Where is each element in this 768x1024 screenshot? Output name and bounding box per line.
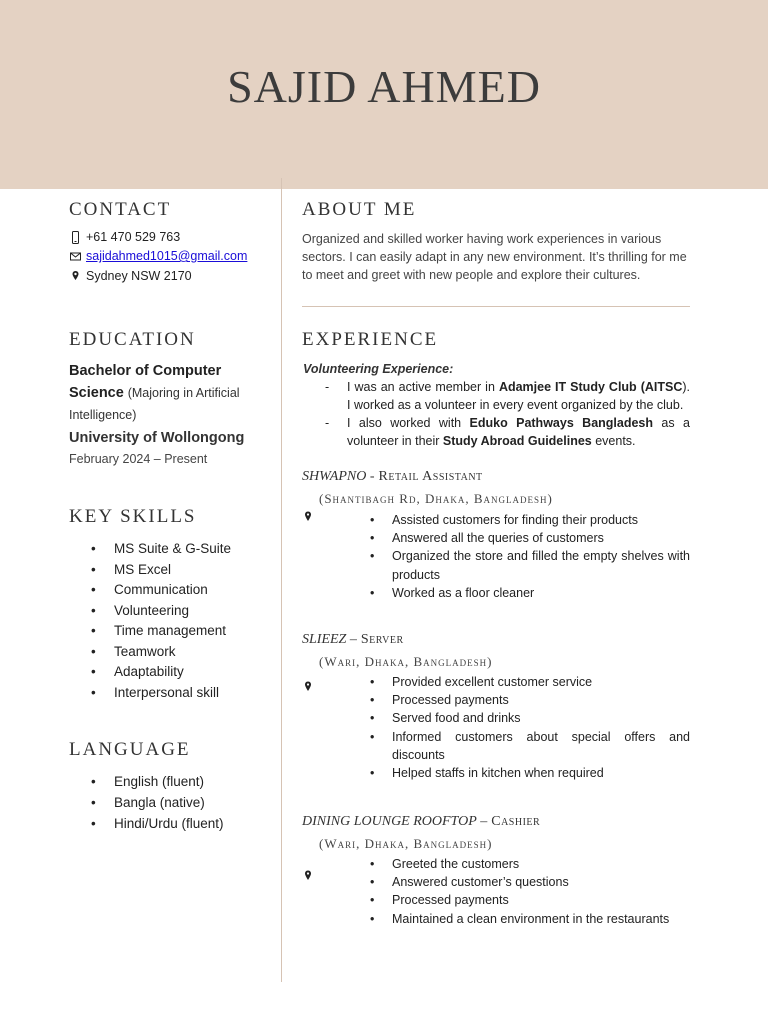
volunteering-title: Volunteering Experience: xyxy=(303,362,454,376)
skills-heading: KEY SKILLS xyxy=(69,506,197,527)
language-heading: LANGUAGE xyxy=(69,739,191,760)
location-pin-icon xyxy=(70,270,81,283)
list-item: • Helped staffs in kitchen when required xyxy=(370,764,690,782)
list-item: • Maintained a clean environment in the restaurants xyxy=(370,910,690,928)
email-link[interactable]: sajidahmed1015@gmail.com xyxy=(86,249,248,263)
volunteer-text: as a volunteer in their xyxy=(347,416,690,448)
job-separator: - xyxy=(369,469,376,484)
list-item: • Volunteering xyxy=(91,602,231,623)
resume-name: SAJID AHMED xyxy=(227,61,541,112)
job-role: Cashier xyxy=(491,814,541,829)
list-item: • Informed customers about special offers and discounts xyxy=(370,728,690,764)
location-pin-icon xyxy=(304,870,312,882)
list-item: • Hindi/Urdu (fluent) xyxy=(91,815,224,836)
job-company: SHWAPNO xyxy=(302,469,367,484)
experience-heading: EXPERIENCE xyxy=(302,329,439,350)
university-name: University of Wollongong xyxy=(69,430,245,446)
degree-title: Bachelor of Computer Science xyxy=(69,363,222,401)
job-separator: – xyxy=(480,814,488,829)
job-heading xyxy=(302,469,483,485)
contact-phone xyxy=(70,230,180,244)
about-heading: ABOUT ME xyxy=(302,199,417,220)
mail-icon xyxy=(70,250,81,263)
degree xyxy=(69,360,259,426)
contact-location xyxy=(70,269,192,283)
job-location: (Wari, Dhaka, Bangladesh) xyxy=(319,654,493,669)
job-role: Server xyxy=(360,632,404,647)
list-item: • MS Excel xyxy=(91,561,231,582)
list-item: • Time management xyxy=(91,622,231,643)
about-text: Organized and skilled worker having work experiences in various sectors. I can easily adapt in any new environment. It’s thrilling for me to meet and greet with new people and explore their cultures. xyxy=(302,232,687,282)
job-heading xyxy=(302,814,540,830)
contact-email xyxy=(70,249,247,263)
education-heading: EDUCATION xyxy=(69,329,196,350)
job-duties xyxy=(370,855,690,928)
list-item: • Bangla (native) xyxy=(91,794,224,815)
volunteer-org: Adamjee IT Study Club (AITSC xyxy=(498,380,683,394)
volunteer-text: I was an active member in xyxy=(347,380,499,394)
list-item: • Communication xyxy=(91,581,231,602)
job-duties xyxy=(370,511,690,602)
volunteer-text: ). I worked as a volunteer in every event organized by the club. xyxy=(347,380,691,412)
phone-number: +61 470 529 763 xyxy=(86,230,181,244)
job-company: SLIEEZ xyxy=(302,632,347,647)
contact-heading: CONTACT xyxy=(69,199,172,220)
volunteer-org: Eduko Pathways Bangladesh xyxy=(469,416,654,430)
job-location: (Shantibagh Rd, Dhaka, Bangladesh) xyxy=(319,491,553,506)
job-separator: – xyxy=(349,632,358,647)
column-divider xyxy=(281,178,282,982)
list-item: • Interpersonal skill xyxy=(91,684,231,705)
list-item: • Teamwork xyxy=(91,643,231,664)
list-item: • Adaptability xyxy=(91,663,231,684)
volunteer-text: I also worked with xyxy=(347,416,470,430)
volunteer-text: events. xyxy=(591,434,636,448)
volunteer-item: - I also worked with Eduko Pathways Bangladesh as a volunteer in their Study Abroad Guidelines events. xyxy=(325,416,690,448)
location-pin-icon xyxy=(304,511,312,523)
section-divider xyxy=(302,306,690,307)
job-role: Retail Assistant xyxy=(378,469,483,484)
job-company: DINING LOUNGE ROOFTOP xyxy=(302,814,477,829)
degree-major: (Majoring in Artificial Intelligence) xyxy=(69,386,240,422)
job-location: (Wari, Dhaka, Bangladesh) xyxy=(319,836,493,851)
location-pin-icon xyxy=(304,681,312,693)
job-heading xyxy=(302,632,404,648)
list-item: • Worked as a floor cleaner xyxy=(370,584,690,602)
location-text: Sydney NSW 2170 xyxy=(86,269,192,283)
list-item: • Processed payments xyxy=(370,891,690,909)
phone-icon xyxy=(70,231,81,244)
volunteer-item: - I was an active member in Adamjee IT Study Club (AITSC). I worked as a volunteer in every event organized by the club. xyxy=(325,380,691,412)
volunteer-event: Study Abroad Guidelines xyxy=(442,434,592,448)
list-item: • Processed payments xyxy=(370,691,690,709)
job-duties xyxy=(370,673,690,782)
skills-list xyxy=(91,540,231,704)
list-item: • Answered customer’s questions xyxy=(370,873,690,891)
list-item: • English (fluent) xyxy=(91,773,224,794)
list-item: • Assisted customers for finding their products xyxy=(370,511,690,529)
list-item: • Organized the store and filled the empty shelves with products xyxy=(370,547,690,583)
list-item: • Greeted the customers xyxy=(370,855,690,873)
list-item: • Answered all the queries of customers xyxy=(370,529,690,547)
list-item: • Provided excellent customer service xyxy=(370,673,690,691)
education-dates: February 2024 – Present xyxy=(69,452,208,466)
languages-list xyxy=(91,773,224,836)
list-item: • MS Suite & G-Suite xyxy=(91,540,231,561)
list-item: • Served food and drinks xyxy=(370,709,690,727)
